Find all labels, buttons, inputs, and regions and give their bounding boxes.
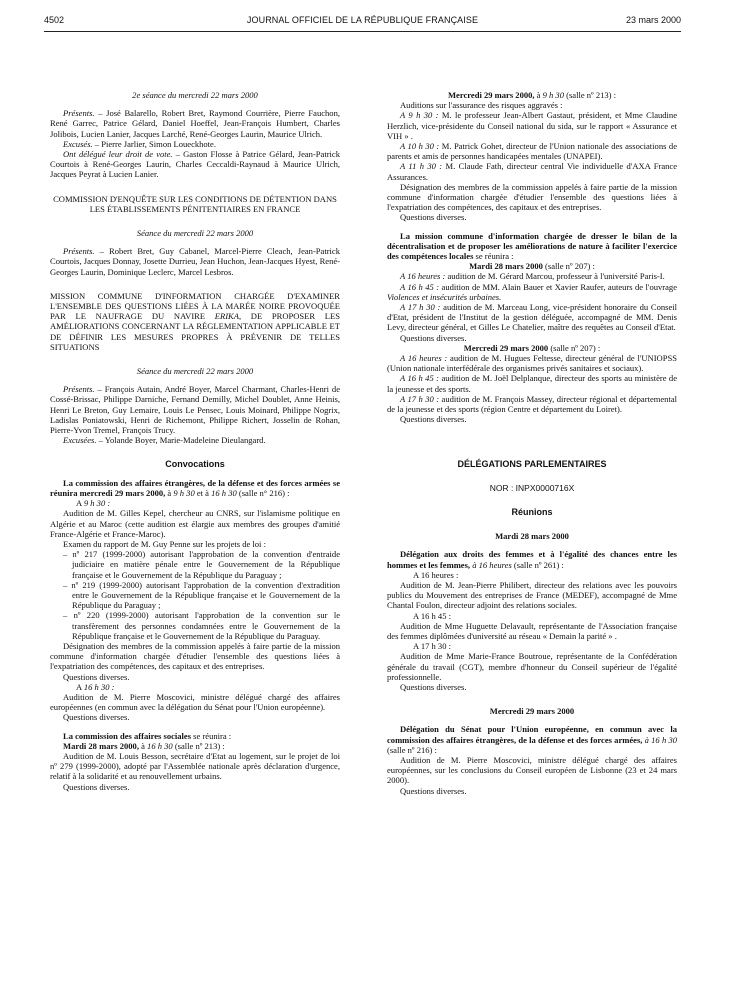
audition-paragraph: Audition de M. Pierre Moscovici, ministre délégué chargé des affaires européennes (en commun avec la délégation du Sénat pour l'Union européenne). — [50, 691, 340, 713]
time-slot: A 17 h 30 : — [413, 641, 451, 652]
audition-item: A 10 h 30 : M. Patrick Gohet, directeur de l'Union nationale des associations de parents et amis de personnes handicapées mentales (UNAPEI). — [387, 141, 677, 162]
time-slot: A 16 heures : — [413, 569, 459, 580]
examen-paragraph: Examen du rapport de M. Guy Penne sur les projets de loi : — [63, 538, 266, 549]
seance-title: Séance du mercredi 22 mars 2000 — [136, 366, 254, 377]
audition-paragraph: Audition de M. Jean-Pierre Philibert, directeur des relations avec les pouvoirs publics du Mouvement des entreprises de France (MEDEF), accompagné de Mme Chantal Foulon, directeur adjoint des relations sociales. — [387, 579, 677, 611]
header-rule — [44, 31, 681, 32]
questions-diverses: Questions diverses. — [63, 712, 130, 723]
audition-item: A 16 heures : audition de M. Gérard Marcou, professeur à l'université Paris-I. — [400, 271, 665, 282]
audition-item: A 16 heures : audition de M. Hugues Feltesse, directeur général de l'UNIOPSS (Union nationale interfédérale des organismes privés sanitaires et sociaux). — [387, 353, 677, 374]
questions-diverses: Questions diverses. — [400, 212, 467, 223]
seance-title: 2e séance du mercredi 22 mars 2000 — [132, 90, 258, 100]
audition-paragraph: Audition de M. Louis Besson, secrétaire d'Etat au logement, sur le projet de loi nº 279 (1999-2000), adopté par l'Assemblée nationale après déclaration d'urgence, relatif à la solidarité et au renouvellement urbains. — [50, 750, 340, 782]
list-item: – nº 219 (1999-2000) autorisant l'approbation de la convention d'extradition entre le Gouvernement de la République française et le Gouvernement de la République du Paraguay ; — [63, 579, 340, 611]
meeting-date: Mercredi 29 mars 2000 — [489, 706, 575, 717]
questions-diverses: Questions diverses. — [400, 414, 467, 425]
time-slot: A 9 h 30 : — [76, 498, 111, 509]
left-column — [50, 90, 340, 792]
time-slot: A 16 h 30 : — [76, 681, 115, 692]
mission-heading: MISSION COMMUNE D'INFORMATION CHARGÉE D'EXAMINER L'ENSEMBLE DES QUESTIONS LIÉES À LA MARÉE NOIRE PROVOQUÉE PAR LE NAUFRAGE DU NAVIRE ERIKA, DE PROPOSER LES AMÉLIORATIONS CONCERNANT LA RÉGLEMENTATION APPLICABLE ET DE DÉFINIR LES MESURES PROPRES À PRÉVENIR DE TELLES SITUATIONS — [50, 290, 340, 352]
page-number: 4502 — [44, 15, 65, 25]
excuses-paragraph: Excusés. – Pierre Jarlier, Simon Loueckhote. — [63, 138, 216, 149]
commission-heading: COMMISSION D'ENQUÊTE SUR LES CONDITIONS DE DÉTENTION DANS LES ÉTABLISSEMENTS PÉNITENTIAIRES EN FRANCE — [53, 193, 337, 214]
designation-paragraph: Désignation des membres de la commission appelés à faire partie de la mission commune d'information chargée d'étudier l'ensemble des questions liées à l'expatriation des compétences, des capitaux et des entreprises. — [387, 181, 677, 213]
delegation-lead: Délégation aux droits des femmes et à l'égalité des chances entre les hommes et les femmes, à 16 heures (salle nº 261) : — [387, 549, 677, 570]
list-item: – nº 220 (1999-2000) autorisant l'approbation de la convention sur le transfèrement des personnes condamnées entre le Gouvernement de la République française et le Gouvernement de la République du Paraguay. — [63, 610, 340, 641]
audition-item: A 9 h 30 : M. le professeur Jean-Albert Gastaut, président, et Mme Claudine Herzlich, vice-présidente du Conseil national du sida, sur le rapport « Assurance et VIH » . — [387, 110, 677, 141]
right-column — [387, 90, 677, 796]
commission-lead: La commission des affaires étrangères, de la défense et des forces armées se réunira mercredi 29 mars 2000, à 9 h 30 et à 16 h 30 (salle n° 216) : — [50, 477, 340, 498]
audition-item: A 11 h 30 : M. Claude Fath, directeur central Vie individuelle d'AXA France Assurances. — [387, 161, 677, 182]
audition-item: A 17 h 30 : audition de M. Marceau Long, vice-président honoraire du Conseil d'Etat, président de l'Institut de la gestion déléguée, accompagné de MM. Denis Levy, directeur général, et Gilles Le Chatelier, maître des requêtes au Conseil d'Etat. — [387, 302, 678, 333]
questions-diverses: Questions diverses. — [400, 785, 467, 796]
audition-paragraph: Audition de M. Pierre Moscovici, ministre délégué chargé des affaires européennes, sur les conclusions du Conseil européen de Lisbonne (23 et 24 mars 2000). — [387, 754, 677, 786]
questions-diverses: Questions diverses. — [63, 781, 130, 792]
meeting-date: Mardi 28 mars 2000, à 16 h 30 (salle nº 213) : — [63, 740, 225, 751]
audition-paragraph: Audition de Mme Marie-France Boutroue, représentante de la Confédération générale du travail (CGT), membre d'honneur du Conseil supérieur de l'égalité professionnelle. — [387, 651, 677, 682]
reunions-heading: Réunions — [511, 506, 553, 517]
presents-paragraph: Présents. – José Balarello, Robert Bret, Raymond Courrière, Pierre Fauchon, René Garrec, Patrice Gélard, Daniel Hoeffel, Jean-François Humbert, Charles Jolibois, Lucien Lanier, Jacques Larché, René-Georges Laurin, Maurice Ulrich. — [50, 108, 340, 139]
time-slot: A 16 h 45 : — [413, 610, 451, 621]
page-header — [44, 15, 681, 29]
auditions-intro: Auditions sur l'assurance des risques aggravés : — [400, 100, 563, 111]
audition-item: A 16 h 45 : audition de M. Joël Delplanque, directeur des sports au ministère de la jeunesse et des sports. — [387, 373, 677, 394]
questions-diverses: Questions diverses. — [63, 671, 130, 682]
vote-delegation-paragraph: Ont délégué leur droit de vote. – Gaston Flosse à Patrice Gélard, Jean-Patrick Courtois à René-Georges Laurin, Charles Ceccaldi-Raynaud à Maurice Ulrich, Jacques Peyrat à Lucien Lanier. — [50, 149, 340, 180]
designation-paragraph: Désignation des membres de la commission appelés à faire partie de la mission commune d'information chargée d'étudier l'ensemble des questions liées à l'expatriation des compétences, des capitaux et des entreprises. — [50, 640, 340, 672]
excusees-paragraph: Excusées. – Yolande Boyer, Marie-Madeleine Dieulangard. — [63, 435, 266, 446]
journal-title: JOURNAL OFFICIEL DE LA RÉPUBLIQUE FRANÇAISE — [246, 15, 479, 25]
delegation-lead: Délégation du Sénat pour l'Union européenne, en commun avec la commission des affaires étrangères, de la défense et des forces armées, à 16 h 30 (salle nº 216) : — [387, 724, 677, 755]
list-item: – nº 217 (1999-2000) autorisant l'approbation de la convention d'entraide judiciaire en matière pénale entre le Gouvernement de la République française et le Gouvernement de la République du Paraguay ; — [63, 549, 340, 580]
meeting-date: Mercredi 29 mars 2000 (salle nº 207) : — [463, 342, 601, 353]
meeting-date: Mardi 28 mars 2000 (salle nº 207) : — [469, 261, 595, 272]
commission-lead: La commission des affaires sociales se réunira : — [63, 730, 232, 741]
audition-item: A 16 h 45 : audition de MM. Alain Bauer et Xavier Raufer, auteurs de l'ouvrage Violences et insécurités urbaines. — [387, 281, 677, 302]
audition-paragraph: Audition de Mme Huguette Delavault, représentante de l'Association française des femmes diplômées d'université au réseau « Demain la parité » . — [387, 620, 677, 641]
audition-item: A 17 h 30 : audition de M. François Massey, directeur régional et départemental de la jeunesse et des sports (région Centre et département du Loiret). — [387, 393, 677, 415]
delegations-heading: DÉLÉGATIONS PARLEMENTAIRES — [457, 458, 607, 469]
mission-lead: La mission commune d'information chargée de dresser le bilan de la décentralisation et de proposer les améliorations de nature à faciliter l'exercice des compétences locales se réunira : — [387, 230, 677, 262]
meeting-date: Mardi 28 mars 2000 — [495, 531, 569, 542]
nor-reference: NOR : INPX0000716X — [489, 482, 575, 493]
convocations-heading: Convocations — [165, 459, 225, 470]
questions-diverses: Questions diverses. — [400, 332, 467, 343]
seance-title: Séance du mercredi 22 mars 2000 — [136, 228, 254, 239]
projets-list — [50, 549, 340, 641]
presents-paragraph: Présents. – François Autain, André Boyer, Marcel Charmant, Charles-Henri de Cossé-Brissac, Philippe Darniche, Fernand Demilly, Michel Doublet, Anne Heinis, Henri Le Breton, Guy Lemaire, Louis Le Pensec, Louis Moinard, Philippe Nogrix, Ladislas Poniatowski, Henri de Richemont, Philippe Richert, Josselin de Rohan, Pierre-Yvon Tremel, François Trucy. — [50, 384, 340, 436]
questions-diverses: Questions diverses. — [400, 681, 467, 692]
meeting-date: Mercredi 29 mars 2000, à 9 h 30 (salle nº 213) : — [447, 90, 617, 100]
issue-date: 23 mars 2000 — [625, 15, 681, 25]
presents-paragraph: Présents. – Robert Bret, Guy Cabanel, Marcel-Pierre Cleach, Jean-Patrick Courtois, Jacques Donnay, Josette Durrieu, Jean Huchon, Jean-Jacques Hyest, René-Georges Laurin, Dominique Leclerc, Marcel Lesbros. — [50, 246, 340, 277]
audition-paragraph: Audition de M. Gilles Kepel, chercheur au CNRS, sur l'islamisme politique en Algérie et au Maroc (cette audition est élargie aux membres des groupes d'amitié France-Algérie et France-Maroc). — [50, 508, 340, 539]
